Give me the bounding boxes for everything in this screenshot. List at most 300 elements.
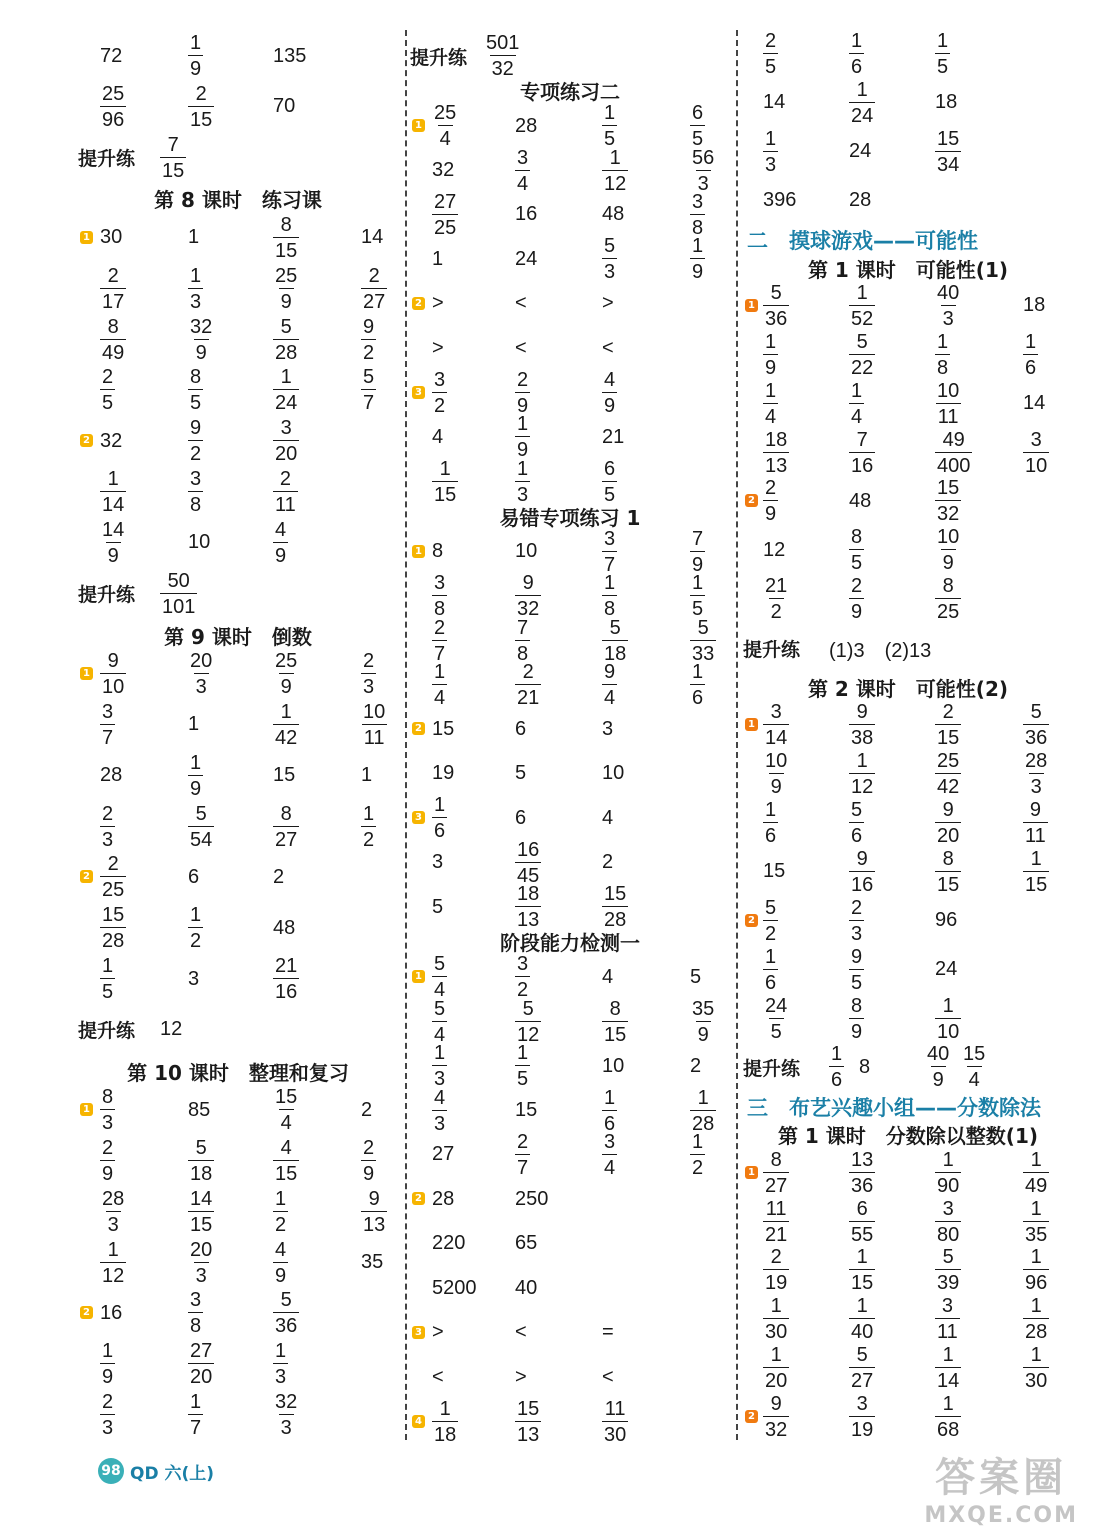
answer-cell — [188, 30, 203, 82]
fraction-numerator: 501 — [486, 32, 520, 54]
fraction-numerator: 5 — [856, 1344, 868, 1367]
fraction-denominator: 7 — [188, 1414, 203, 1438]
answer-cell — [100, 953, 115, 1005]
question-number-badge: 2 — [80, 870, 93, 883]
answer-cell — [188, 902, 203, 954]
fraction-answer — [849, 430, 875, 476]
fraction-answer — [763, 702, 789, 748]
fraction-answer — [763, 31, 778, 77]
fraction-numerator: 3 — [434, 368, 446, 391]
fraction-answer — [763, 576, 789, 622]
answer-cell — [188, 648, 214, 700]
answer-value: 48 — [849, 489, 872, 512]
answer-row — [743, 846, 1073, 898]
answer-cell — [763, 28, 778, 80]
answer-row — [78, 466, 398, 518]
answer-cell — [763, 77, 785, 129]
fraction-denominator: 96 — [100, 106, 126, 130]
fraction-numerator: 4 — [275, 518, 287, 541]
fraction-answer — [188, 1189, 214, 1235]
question-number-badge: 1 — [745, 1166, 758, 1179]
answer-value: 32 — [100, 429, 123, 452]
fraction-denominator: 4 — [432, 1021, 447, 1045]
question-number-badge: 4 — [412, 1415, 425, 1428]
answer-value: 70 — [273, 95, 296, 118]
fraction-numerator: 5 — [280, 1289, 292, 1312]
answer-cell — [935, 524, 961, 576]
fraction-numerator: 5 — [280, 315, 292, 338]
lesson-heading: 第 8 课时 练习课 — [154, 188, 322, 213]
fraction-denominator: 15 — [935, 871, 961, 895]
fraction-numerator: 35 — [692, 997, 715, 1020]
lesson-heading: 第 10 课时 整理和复习 — [127, 1060, 349, 1085]
fraction-denominator: 9 — [931, 1066, 946, 1090]
fraction-answer — [849, 283, 875, 329]
fraction-answer — [100, 702, 115, 748]
fraction-numerator: 1 — [692, 235, 704, 258]
fraction-denominator: 18 — [188, 1160, 214, 1184]
fraction-numerator: 3 — [517, 953, 529, 976]
fraction-answer — [763, 1296, 789, 1342]
fraction-numerator: 1 — [1030, 1295, 1042, 1318]
fraction-denominator: 42 — [935, 773, 961, 797]
fraction-numerator: 8 — [102, 1086, 114, 1109]
answer-value: 6 — [515, 806, 527, 829]
fraction-denominator: 3 — [273, 1363, 288, 1387]
fraction-numerator: 1 — [439, 457, 451, 480]
fraction-denominator: 3 — [100, 1109, 115, 1133]
fraction-answer — [515, 999, 541, 1045]
fraction-numerator: 5 — [770, 281, 782, 304]
fraction-numerator: 1 — [770, 1295, 782, 1318]
fraction-numerator: 8 — [107, 315, 119, 338]
fraction-answer — [602, 999, 628, 1045]
fraction-numerator: 1 — [770, 1344, 782, 1367]
tisheng-row — [743, 622, 1073, 674]
answer-cell — [100, 1135, 115, 1187]
answer-value: 24 — [935, 958, 958, 981]
tisheng-label: 提升练 — [78, 585, 136, 607]
tisheng-answer — [829, 1041, 844, 1093]
fraction-answer — [925, 1044, 951, 1090]
answer-cell — [763, 1147, 789, 1199]
fraction-answer — [849, 31, 864, 77]
fraction-answer — [515, 618, 530, 664]
fraction-numerator: 1 — [937, 30, 949, 52]
answer-cell — [849, 846, 875, 898]
answer-value: 2 — [361, 1098, 373, 1121]
fraction-answer — [602, 459, 617, 505]
fraction-answer — [273, 1087, 299, 1133]
fraction-denominator: 55 — [849, 1221, 875, 1245]
answer-value: > — [602, 292, 614, 315]
answer-row — [743, 1293, 1073, 1345]
fraction-answer — [763, 898, 778, 944]
fraction-answer — [849, 381, 864, 427]
fraction-answer — [100, 266, 126, 312]
answer-cell — [273, 81, 295, 133]
answer-cell — [361, 1135, 376, 1187]
answer-cell — [935, 378, 961, 430]
answer-value: 250 — [515, 1187, 549, 1210]
fraction-numerator: 3 — [190, 468, 202, 491]
book-label: QD 六(上) — [130, 1463, 215, 1484]
fraction-answer — [273, 418, 299, 464]
fraction-numerator: 1 — [434, 794, 446, 817]
fraction-numerator: 10 — [765, 750, 788, 773]
answer-value: 2 — [690, 1054, 702, 1077]
fraction-answer — [763, 1199, 789, 1245]
fraction-denominator: 6 — [763, 969, 778, 993]
fraction-answer — [1023, 1345, 1049, 1391]
fraction-denominator: 7 — [602, 551, 617, 575]
watermark-title: 答案圈 — [935, 1455, 1068, 1501]
fraction-denominator: 9 — [849, 1018, 864, 1042]
answer-cell — [1023, 1244, 1049, 1296]
fraction-answer — [100, 520, 126, 566]
answer-row — [410, 1396, 730, 1448]
answer-value: 65 — [515, 1232, 538, 1255]
fraction-denominator: 3 — [188, 288, 203, 312]
fraction-numerator: 3 — [1030, 428, 1042, 451]
answer-value: 24 — [849, 140, 872, 163]
watermark-url: MXQE.COM — [924, 1503, 1078, 1528]
answer-cell — [188, 953, 199, 1005]
fraction-denominator: 25 — [935, 598, 961, 622]
fraction-denominator: 3 — [194, 673, 209, 697]
answer-value: 28 — [100, 764, 123, 787]
fraction-denominator: 5 — [188, 389, 203, 413]
answer-value: 12 — [160, 1018, 183, 1041]
question-number-badge: 2 — [412, 1192, 425, 1205]
answer-cell — [935, 28, 950, 80]
fraction-answer — [849, 1296, 875, 1342]
fraction-numerator: 1 — [604, 102, 616, 125]
answer-value: 72 — [100, 44, 123, 67]
fraction-answer — [273, 520, 288, 566]
fraction-denominator: 9 — [188, 775, 203, 799]
answer-cell — [935, 427, 972, 479]
fraction-denominator: 400 — [935, 452, 972, 476]
fraction-denominator: 9 — [194, 339, 209, 363]
fraction-answer — [188, 418, 203, 464]
fraction-answer — [1023, 1199, 1049, 1245]
fraction-denominator: 4 — [967, 1066, 982, 1090]
answer-value: < — [515, 292, 527, 315]
fraction-numerator: 1 — [692, 1130, 704, 1153]
fraction-denominator: 6 — [829, 1066, 844, 1090]
answer-cell — [188, 1338, 214, 1390]
fraction-denominator: 3 — [602, 258, 617, 282]
fraction-answer — [1023, 849, 1049, 895]
tisheng-row — [78, 132, 398, 184]
fraction-answer — [763, 129, 778, 175]
answer-cell — [763, 846, 785, 898]
fraction-answer — [935, 129, 961, 175]
answer-row — [743, 573, 1073, 625]
answer-row — [78, 517, 398, 569]
fraction-denominator: 33 — [690, 640, 716, 664]
fraction-numerator: 2 — [517, 368, 529, 391]
answer-cell — [273, 851, 284, 903]
answer-value: 16 — [515, 203, 538, 226]
answer-value: 18 — [1023, 294, 1046, 317]
answer-cell — [1023, 797, 1048, 849]
answer-row — [78, 1135, 398, 1187]
fraction-numerator: 1 — [604, 1086, 616, 1109]
answer-cell — [935, 1196, 961, 1248]
fraction-answer — [849, 849, 875, 895]
answer-cell — [273, 801, 299, 853]
answer-value: > — [432, 292, 444, 315]
fraction-answer — [849, 527, 864, 573]
fraction-numerator: 6 — [692, 102, 704, 125]
answer-cell — [100, 801, 115, 853]
fraction-answer — [849, 898, 864, 944]
fraction-numerator: 3 — [856, 1393, 868, 1416]
fraction-denominator: 15 — [849, 1269, 875, 1293]
fraction-denominator: 9 — [941, 549, 956, 573]
fraction-denominator: 9 — [279, 288, 294, 312]
answer-value: 3 — [188, 967, 200, 990]
fraction-numerator: 1 — [692, 572, 704, 595]
answer-value: 1 — [188, 226, 200, 249]
fraction-answer — [188, 84, 214, 130]
answer-cell — [100, 699, 115, 751]
fraction-numerator: 15 — [275, 1086, 298, 1109]
answer-cell — [849, 175, 871, 227]
answer-value: 15 — [273, 764, 296, 787]
question-number-badge: 3 — [412, 811, 425, 824]
fraction-answer — [763, 381, 778, 427]
answer-cell — [361, 648, 376, 700]
fraction-denominator: 9 — [763, 500, 778, 524]
fraction-denominator: 9 — [696, 1021, 711, 1045]
fraction-denominator: 2 — [515, 976, 530, 1000]
fraction-denominator: 4 — [763, 403, 778, 427]
question-number-badge: 1 — [745, 718, 758, 731]
question-number-badge: 1 — [412, 970, 425, 983]
fraction-numerator: 2 — [195, 82, 207, 105]
answer-cell — [100, 81, 126, 133]
fraction-answer — [273, 266, 299, 312]
fraction-denominator: 8 — [935, 354, 950, 378]
answer-cell — [361, 801, 376, 853]
fraction-numerator: 50 — [167, 569, 190, 592]
fraction-numerator: 8 — [280, 802, 292, 825]
fraction-denominator: 39 — [935, 1269, 961, 1293]
answer-value: 24 — [515, 247, 538, 270]
fraction-denominator: 2 — [763, 920, 778, 944]
fraction-answer — [602, 148, 628, 194]
fraction-numerator: 1 — [190, 751, 202, 774]
fraction-answer — [100, 1138, 115, 1184]
fraction-numerator: 1 — [765, 798, 777, 821]
fraction-answer — [432, 954, 447, 1000]
fraction-denominator: 13 — [763, 452, 789, 476]
answer-cell — [935, 748, 961, 800]
fraction-numerator: 1 — [280, 366, 292, 389]
fraction-numerator: 1 — [190, 904, 202, 927]
fraction-answer — [273, 1138, 299, 1184]
fraction-answer — [935, 576, 961, 622]
answer-cell — [935, 699, 961, 751]
fraction-answer — [273, 1341, 288, 1387]
fraction-answer — [602, 370, 617, 416]
fraction-denominator: 49 — [1023, 1172, 1049, 1196]
answer-cell — [515, 881, 541, 933]
question-number-badge: 1 — [80, 667, 93, 680]
answer-row — [743, 1244, 1073, 1296]
fraction-numerator: 9 — [856, 701, 868, 724]
answer-value: (1)3 (2)13 — [829, 639, 932, 662]
fraction-denominator: 32 — [490, 55, 516, 79]
fraction-denominator: 2 — [432, 392, 447, 416]
answer-cell — [361, 1237, 383, 1289]
fraction-denominator: 101 — [160, 593, 197, 617]
answer-value: 40 — [515, 1276, 538, 1299]
answer-cell — [1023, 1147, 1049, 1199]
fraction-numerator: 1 — [434, 1042, 446, 1065]
answer-cell — [100, 517, 126, 569]
answer-cell — [935, 475, 961, 527]
answer-value: 14 — [361, 226, 384, 249]
fraction-answer — [361, 317, 376, 363]
fraction-numerator: 9 — [604, 660, 616, 683]
fraction-answer — [763, 1150, 789, 1196]
fraction-denominator: 27 — [763, 1172, 789, 1196]
fraction-numerator: 1 — [280, 700, 292, 723]
answer-cell — [188, 801, 214, 853]
answer-cell — [935, 1391, 961, 1443]
answer-cell — [763, 1391, 789, 1443]
fraction-answer — [188, 367, 203, 413]
fraction-denominator: 3 — [515, 481, 530, 505]
lesson-heading: 专项练习二 — [520, 80, 620, 105]
answer-row — [743, 1391, 1073, 1443]
fraction-answer — [484, 33, 521, 79]
fraction-denominator: 9 — [106, 542, 121, 566]
answer-cell — [1023, 329, 1038, 381]
fraction-numerator: 21 — [275, 955, 298, 978]
answer-cell — [602, 881, 628, 933]
answer-row — [743, 524, 1073, 576]
fraction-denominator: 12 — [100, 1262, 126, 1286]
fraction-denominator: 21 — [515, 684, 541, 708]
answer-value: 2 — [602, 851, 614, 874]
answer-value: > — [515, 1365, 527, 1388]
fraction-answer — [361, 702, 387, 748]
fraction-numerator: 5 — [697, 616, 709, 639]
fraction-denominator: 6 — [849, 53, 864, 77]
fraction-denominator: 3 — [849, 920, 864, 944]
answer-value: 16 — [100, 1301, 123, 1324]
fraction-numerator: 1 — [692, 660, 704, 683]
fraction-denominator: 90 — [935, 1172, 961, 1196]
fraction-denominator: 8 — [515, 640, 530, 664]
answer-value: 48 — [602, 203, 625, 226]
fraction-denominator: 45 — [515, 862, 541, 886]
tisheng-answer — [160, 1004, 182, 1056]
question-number-badge: 3 — [412, 1326, 425, 1339]
fraction-answer — [690, 1132, 705, 1178]
answer-value: = — [602, 1321, 614, 1344]
answer-cell — [188, 1287, 203, 1339]
fraction-denominator: 4 — [279, 1109, 294, 1133]
fraction-denominator: 3 — [696, 170, 711, 194]
fraction-numerator: 5 — [363, 366, 375, 389]
fraction-answer — [432, 192, 458, 238]
fraction-answer — [273, 1189, 288, 1235]
fraction-numerator: 1 — [275, 1187, 287, 1210]
fraction-answer — [763, 332, 778, 378]
watermark-logo — [924, 1446, 1078, 1528]
answer-row — [743, 329, 1073, 381]
fraction-denominator: 7 — [515, 1154, 530, 1178]
answer-cell — [273, 212, 299, 264]
fraction-numerator: 2 — [102, 1136, 114, 1159]
fraction-numerator: 6 — [604, 457, 616, 480]
fraction-denominator: 20 — [273, 440, 299, 464]
fraction-denominator: 9 — [100, 1363, 115, 1387]
answer-value: 1 — [188, 713, 200, 736]
fraction-answer — [515, 370, 530, 416]
fraction-numerator: 1 — [765, 330, 777, 353]
answer-row — [78, 314, 398, 366]
answer-value: 28 — [849, 189, 872, 212]
answer-cell — [273, 30, 306, 82]
tisheng-row — [78, 568, 398, 620]
fraction-denominator: 30 — [1023, 1367, 1049, 1391]
page-number: 98 — [98, 1458, 124, 1484]
answer-cell — [1023, 280, 1045, 332]
fraction-numerator: 18 — [765, 428, 788, 451]
answer-value: 96 — [935, 909, 958, 932]
fraction-denominator: 5 — [602, 481, 617, 505]
fraction-numerator: 15 — [937, 477, 960, 500]
fraction-numerator: 2 — [517, 1130, 529, 1153]
answer-value: 5 — [432, 895, 444, 918]
fraction-denominator: 5 — [690, 595, 705, 619]
fraction-denominator: 96 — [1023, 1269, 1049, 1293]
fraction-answer — [515, 884, 541, 930]
fraction-answer — [690, 529, 705, 575]
fraction-denominator: 5 — [690, 125, 705, 149]
question-number-badge: 2 — [745, 914, 758, 927]
fraction-denominator: 3 — [432, 1065, 447, 1089]
answer-value: 32 — [432, 159, 455, 181]
answer-row — [78, 1389, 398, 1441]
fraction-answer — [935, 381, 961, 427]
fraction-denominator: 21 — [763, 1221, 789, 1245]
fraction-denominator: 52 — [849, 305, 875, 329]
answer-cell — [100, 364, 115, 416]
fraction-answer — [935, 849, 961, 895]
answer-cell — [273, 902, 295, 954]
fraction-numerator: 1 — [1030, 847, 1042, 870]
tisheng-answer — [961, 1041, 987, 1093]
fraction-numerator: 25 — [275, 649, 298, 672]
fraction-answer — [432, 1043, 447, 1089]
fraction-numerator: 3 — [102, 700, 114, 723]
answer-cell — [361, 314, 376, 366]
fraction-answer — [602, 529, 617, 575]
answer-cell — [935, 1342, 961, 1394]
answer-cell — [935, 1147, 961, 1199]
fraction-numerator: 9 — [107, 649, 119, 672]
fraction-numerator: 1 — [856, 78, 868, 101]
fraction-answer — [515, 1399, 541, 1445]
